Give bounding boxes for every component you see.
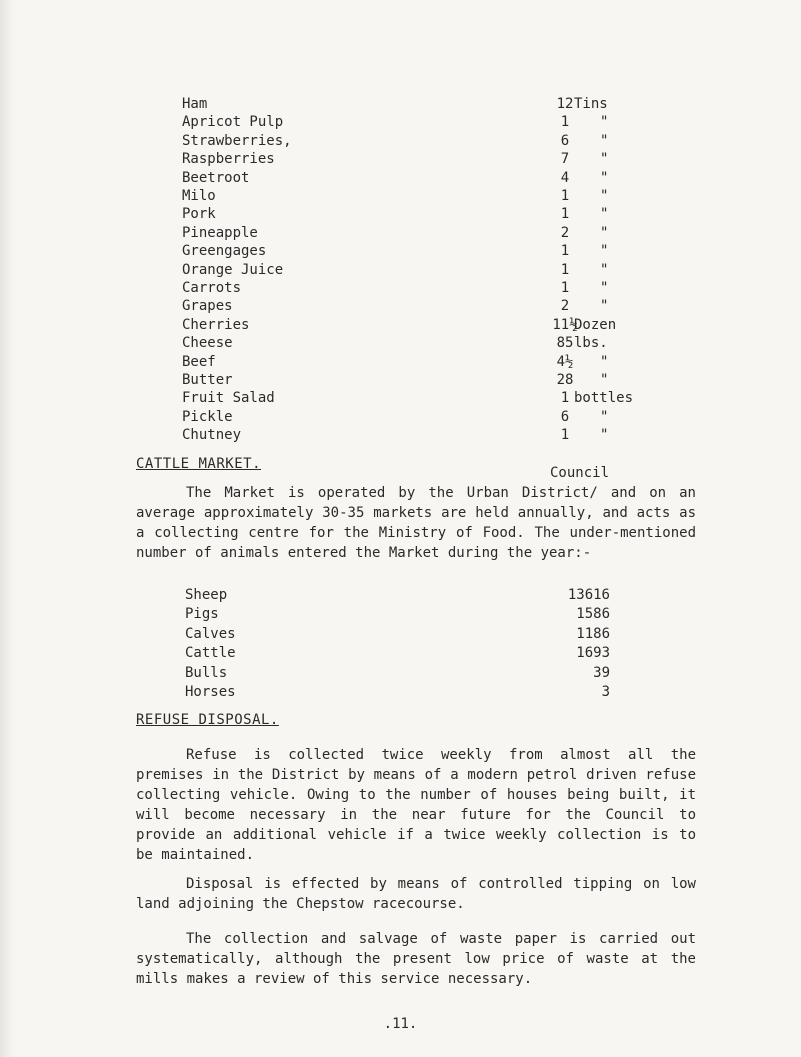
provision-item: Strawberries, — [182, 132, 292, 149]
provision-item: Pork — [182, 206, 216, 223]
provision-quantity: 2 — [560, 298, 570, 315]
provision-unit: " — [600, 372, 609, 388]
animal-count: 39 — [593, 664, 610, 681]
provision-quantity: 4 — [560, 169, 570, 186]
provision-item: Chutney — [182, 427, 242, 444]
provision-quantity: 12 — [556, 96, 574, 112]
provision-quantity: 1 — [560, 243, 570, 260]
provision-quantity: 4½ — [556, 353, 574, 370]
refuse-paragraph-2: Disposal is effected by means of controlled tipping on low land adjoining the Chepstow racecourse. — [136, 876, 696, 912]
provision-unit: lbs. — [574, 335, 608, 352]
provision-quantity: 1 — [560, 188, 570, 204]
animal-name: Horses — [185, 684, 236, 700]
animal-name: Pigs — [185, 606, 219, 623]
animal-count: 1586 — [576, 606, 610, 623]
page-number: .11. — [383, 1016, 418, 1032]
cattle-market-paragraph: The Market is operated by the Urban District/ and on an average approximately 30-35 markets are held annually, and acts as a collecting centre for the Ministry of Food. The under-mentioned number of animals entered the Market during the year:- — [136, 485, 696, 561]
provision-item: Greengages — [182, 243, 267, 260]
provision-unit: " — [600, 132, 609, 149]
provision-unit: " — [600, 243, 609, 260]
provision-item: Ham — [182, 96, 208, 112]
refuse-paragraph-3: The collection and salvage of waste paper is carried out systematically, although the present low price of waste at the mills makes a review of this service necessary. — [136, 931, 696, 987]
provision-unit: " — [600, 114, 609, 131]
animal-name: Calves — [185, 625, 236, 642]
provision-unit: " — [600, 188, 609, 204]
provision-unit: " — [600, 280, 609, 296]
provision-quantity: 85 — [556, 335, 574, 352]
provision-item: Beetroot — [182, 169, 250, 186]
provision-quantity: 1 — [560, 280, 570, 296]
provision-item: Beef — [182, 353, 216, 370]
provision-item: Orange Juice — [182, 261, 284, 278]
animal-count: 1186 — [576, 625, 610, 642]
provision-item: Butter — [182, 372, 233, 388]
provision-unit: " — [600, 206, 609, 223]
provision-unit: " — [600, 408, 609, 425]
provision-unit: " — [600, 151, 609, 168]
provision-quantity: 1 — [560, 261, 570, 278]
provision-quantity: 7 — [560, 151, 570, 168]
provision-quantity: 6 — [560, 132, 570, 149]
animal-count: 13616 — [567, 587, 610, 603]
cattle-market-heading: CATTLE MARKET. — [136, 456, 262, 472]
provision-quantity: 1 — [560, 114, 570, 131]
provision-quantity: 1 — [560, 206, 570, 223]
provision-unit: " — [600, 427, 609, 444]
provision-item: Pineapple — [182, 224, 258, 241]
provision-item: Apricot Pulp — [182, 114, 284, 131]
provision-item: Pickle — [182, 408, 233, 425]
provision-item: Cheese — [182, 335, 233, 352]
provision-unit: Tins — [574, 96, 608, 112]
animal-name: Cattle — [185, 645, 236, 662]
provision-quantity: 28 — [556, 372, 574, 388]
page-edge — [0, 0, 14, 1057]
provision-quantity: 2 — [560, 224, 570, 241]
refuse-disposal-heading: REFUSE DISPOSAL. — [136, 712, 279, 728]
provision-unit: " — [600, 261, 609, 278]
provision-item: Fruit Salad — [182, 390, 275, 407]
animal-name: Bulls — [185, 664, 228, 681]
provision-unit: " — [600, 298, 609, 315]
provision-item: Milo — [182, 188, 216, 204]
provision-item: Grapes — [182, 298, 233, 315]
provision-unit: " — [600, 353, 609, 370]
provision-quantity: 6 — [560, 408, 570, 425]
provision-quantity: 11½ — [552, 316, 578, 333]
provision-quantity: 1 — [560, 427, 570, 444]
provision-unit: bottles — [574, 390, 634, 407]
provision-unit: " — [600, 224, 609, 241]
provision-quantity: 1 — [560, 390, 570, 407]
animal-count: 1693 — [576, 645, 610, 662]
provision-item: Carrots — [182, 280, 242, 296]
provision-item: Cherries — [182, 316, 250, 333]
provision-item: Raspberries — [182, 151, 275, 168]
provision-unit: Dozen — [574, 316, 617, 333]
provision-unit: " — [600, 169, 609, 186]
council-insertion: Council — [550, 465, 610, 481]
animal-name: Sheep — [185, 587, 228, 603]
animal-count: 3 — [601, 684, 610, 700]
refuse-paragraph-1: Refuse is collected twice weekly from almost all the premises in the District by means of a modern petrol driven refuse collecting vehicle. Owing to the number of houses being built, it will become necessary in the near future for the Council to provide an additional vehicle if a twice weekly collection is to be maintained. — [136, 747, 696, 863]
